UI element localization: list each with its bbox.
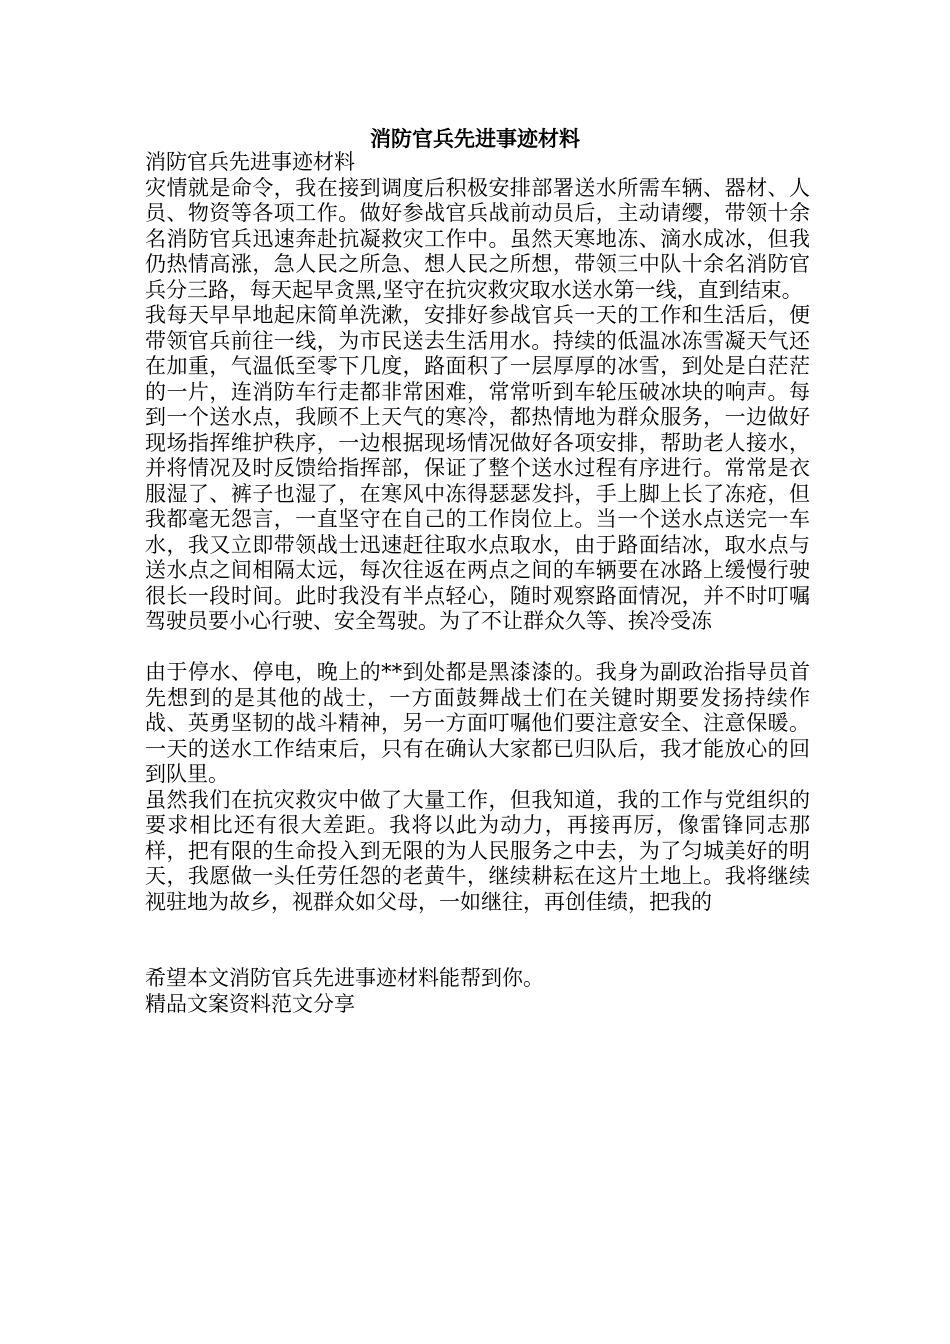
- footer-note: 精品文案资料范文分享: [145, 991, 355, 1016]
- document-title: 消防官兵先进事迹材料: [370, 126, 580, 151]
- paragraph-future-commitment: 虽然我们在抗灾救灾中做了大量工作，但我知道，我的工作与党组织的要求相比还有很大差距。我将以此为动力，再接再厉，像雷锋同志那样，把有限的生命投入到无限的为人民服务之中去，为了匀城美好的明天，我愿做一头任劳任怨的老黄牛，继续耕耘在这片土地上。我将继续视驻地为故乡，视群众如父母，一如继往，再创佳绩，把我的: [145, 787, 810, 914]
- paragraph-night-duty: 由于停水、停电，晚上的**到处都是黑漆漆的。我身为副政治指导员首先想到的是其他的战士，一方面鼓舞战士们在关键时期要发扬持续作战、英勇坚韧的战斗精神，另一方面叮嘱他们要注意安全、注意保暖。一天的送水工作结束后，只有在确认大家都已归队后，我才能放心的回到队里。: [145, 660, 810, 786]
- closing-line: 希望本文消防官兵先进事迹材料能帮到你。: [145, 966, 544, 990]
- paragraph-spacer: [145, 915, 810, 966]
- paragraph-disaster-response: 灾情就是命令，我在接到调度后积极安排部署送水所需车辆、器材、人员、物资等各项工作。做好参战官兵战前动员后，主动请缨，带领十余名消防官兵迅速奔赴抗凝救灾工作中。虽然天寒地冻、滴水成冰，但我仍热情高涨，急人民之所急、想人民之所想，带领三中队十余名消防官兵分三路，每天起早贪黑,坚守在抗灾救灾取水送水第一线，直到结束。: [145, 175, 810, 302]
- paragraph-spacer: [145, 635, 810, 661]
- document-body: [145, 150, 810, 1017]
- document-subtitle: 消防官兵先进事迹材料: [145, 150, 355, 174]
- paragraph-daily-water-delivery: 我每天早早地起床简单洗漱，安排好参战官兵一天的工作和生活后，便带领官兵前往一线，为市民送去生活用水。持续的低温冰冻雪凝天气还在加重，气温低至零下几度，路面积了一层厚厚的冰雪，到处是白茫茫的一片，连消防车行走都非常困难，常常听到车轮压破冰块的响声。每到一个送水点，我顾不上天气的寒冷，都热情地为群众服务，一边做好现场指挥维护秩序，一边根据现场情况做好各项安排，帮助老人接水，并将情况及时反馈给指挥部，保证了整个送水过程有序进行。常常是衣服湿了、裤子也湿了，在寒风中冻得瑟瑟发抖，手上脚上长了冻疮，但我都毫无怨言，一直坚守在自己的工作岗位上。当一个送水点送完一车水，我又立即带领战士迅速赶往取水点取水，由于路面结冰，取水点与送水点之间相隔太远，每次往返在两点之间的车辆要在冰路上缓慢行驶很长一段时间。此时我没有半点轻心，随时观察路面情况，并不时叮嘱驾驶员要小心行驶、安全驾驶。为了不让群众久等、挨冷受冻: [145, 303, 810, 633]
